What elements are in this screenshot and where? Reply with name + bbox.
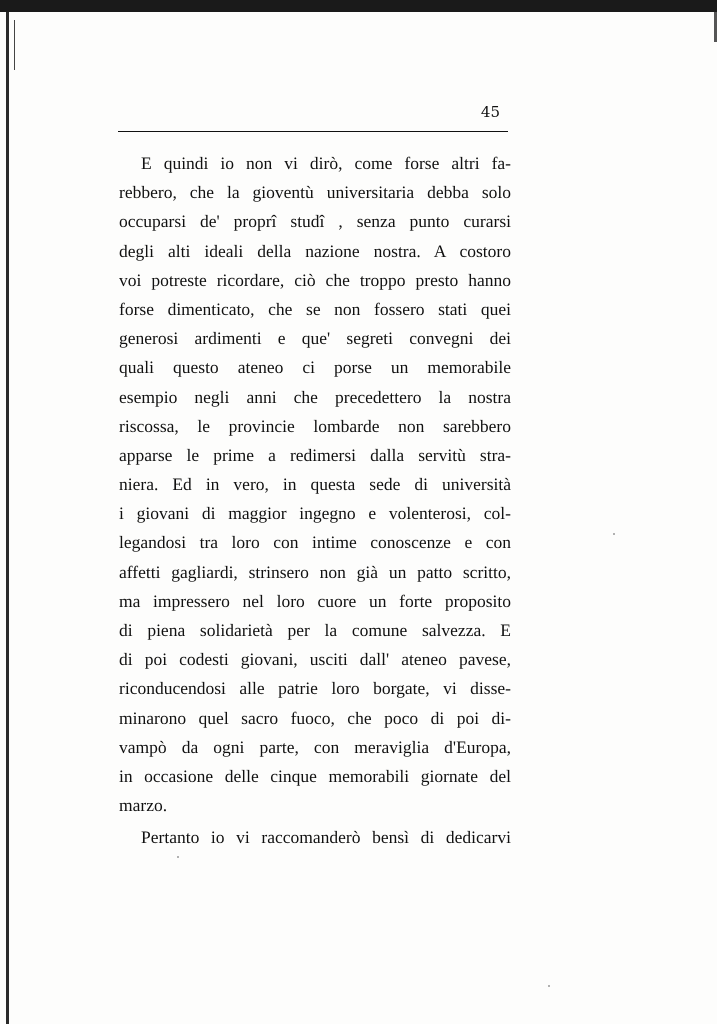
text-line: i giovani di maggior ingegno e volenterosi, col-	[119, 503, 511, 524]
page-number: 45	[480, 103, 500, 121]
text-line: generosi ardimenti e que' segreti convegni dei	[119, 328, 511, 349]
scan-left-border	[6, 12, 9, 1024]
text-line: ma impressero nel loro cuore un forte proposito	[119, 590, 511, 611]
scan-edge-mark	[14, 20, 15, 70]
text-line: minarono quel sacro fuoco, che poco di poi di-	[119, 707, 511, 728]
text-line: riconducendosi alle patrie loro borgate, vi disse-	[119, 678, 511, 699]
paper-speck	[177, 856, 179, 858]
text-line: quali questo ateneo ci porse un memorabile	[119, 357, 511, 378]
scan-top-border	[0, 0, 717, 12]
paper-speck	[613, 533, 615, 535]
paper-speck	[548, 985, 550, 987]
text-line: legandosi tra loro con intime conoscenze e con	[119, 532, 511, 553]
text-line: in occasione delle cinque memorabili giornate del	[119, 765, 511, 786]
header-rule	[118, 131, 508, 132]
text-line: degli alti ideali della nazione nostra. A costoro	[119, 240, 511, 261]
text-line: occuparsi de' proprî studî , senza punto curarsi	[119, 211, 511, 232]
text-line: rebbero, che la gioventù universitaria debba solo	[119, 182, 511, 203]
text-line: niera. Ed in vero, in questa sede di università	[119, 474, 511, 495]
text-line: esempio negli anni che precedettero la nostra	[119, 386, 511, 407]
text-line: forse dimenticato, che se non fossero stati quei	[119, 298, 511, 319]
body-text	[119, 149, 511, 853]
text-line: voi potreste ricordare, ciò che troppo presto hanno	[119, 269, 511, 290]
text-line: apparse le prime a redimersi dalla servitù stra-	[119, 444, 511, 465]
paragraph-end-line: marzo.	[119, 795, 168, 816]
text-line: affetti gagliardi, strinsero non già un patto scritto,	[119, 561, 511, 582]
text-line: E quindi io non vi dirò, come forse altri fa-	[141, 153, 511, 173]
text-line: vampò da ogni parte, con meraviglia d'Europa,	[119, 736, 511, 757]
text-line: di piena solidarietà per la comune salvezza. E	[119, 620, 511, 640]
text-line: Pertanto io vi raccomanderò bensì di dedicarvi	[141, 827, 511, 848]
text-line: riscossa, le provincie lombarde non sarebbero	[119, 415, 511, 436]
text-line: di poi codesti giovani, usciti dall' ateneo pavese,	[119, 649, 511, 670]
